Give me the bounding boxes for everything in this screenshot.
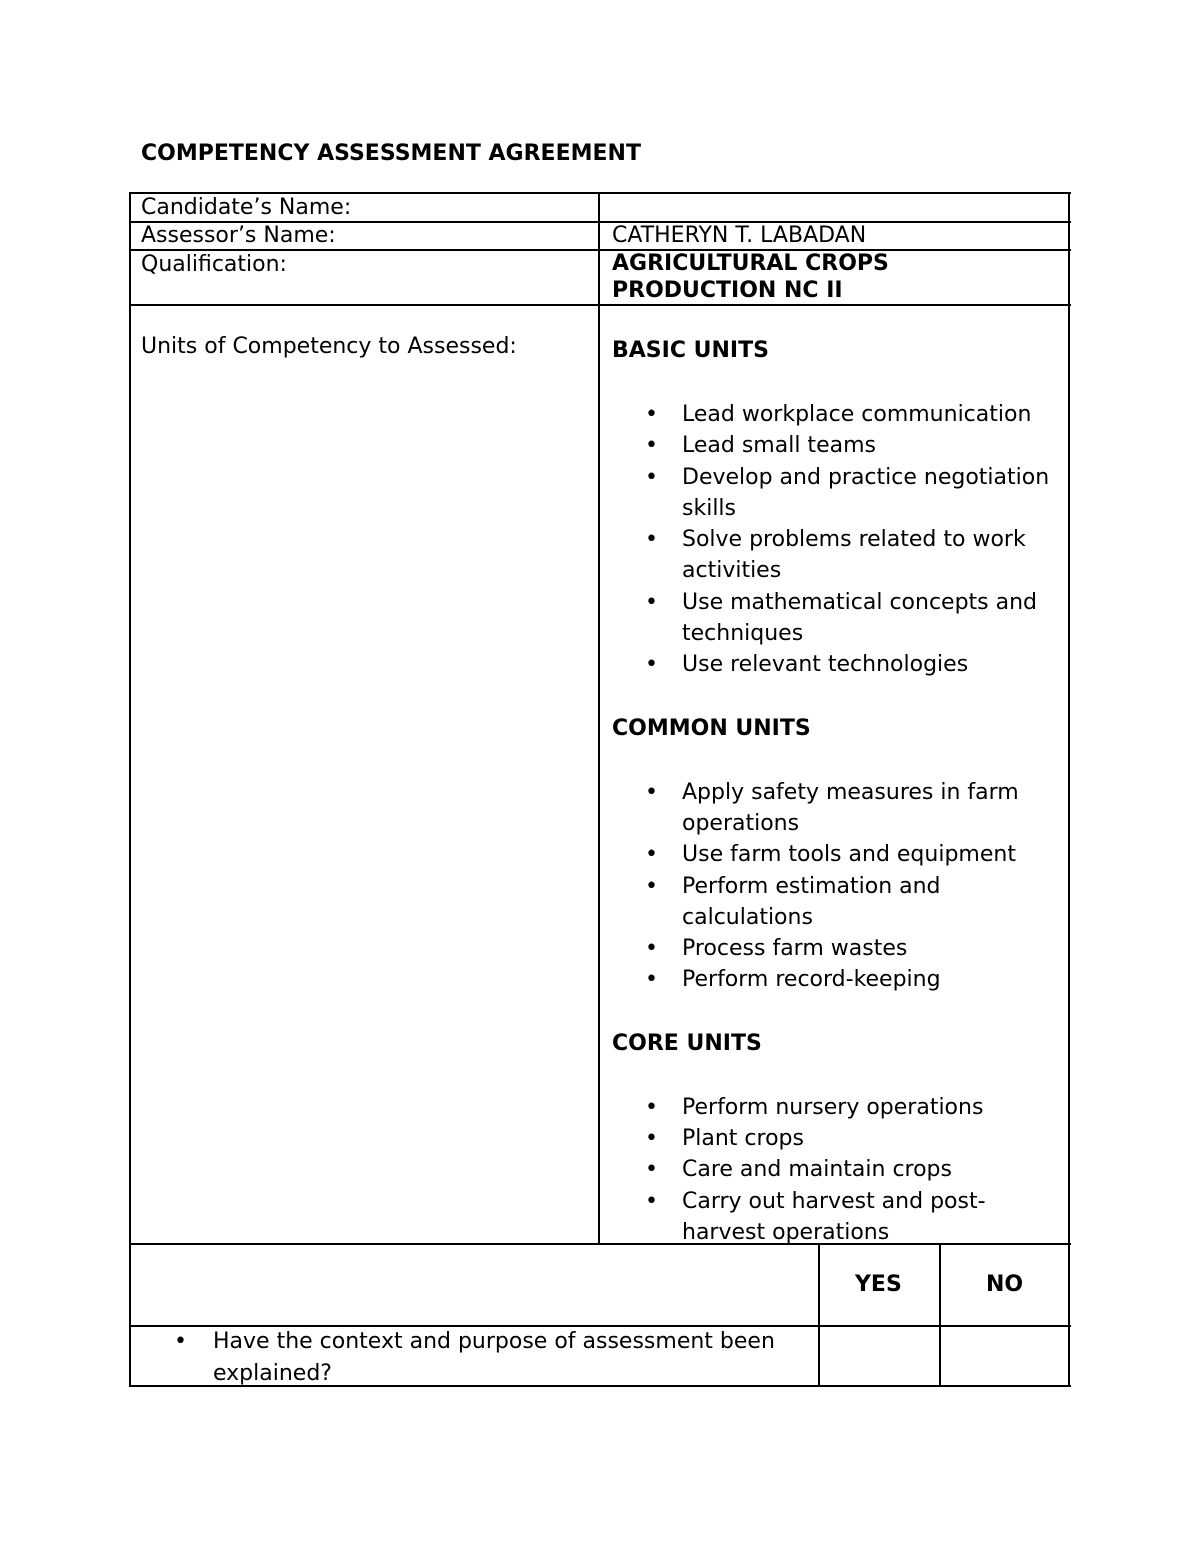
yes-column-header: YES: [855, 1272, 902, 1297]
unit-list-item-text: Use farm tools and equipment: [682, 842, 1016, 868]
checklist-question: [141, 1326, 801, 1389]
unit-list-item: [612, 1154, 1067, 1185]
assessor-name-label: Assessor’s Name:: [141, 223, 336, 248]
unit-list-item-text: Perform nursery operations: [682, 1094, 984, 1120]
bullet-icon: •: [645, 936, 658, 962]
document-title: COMPETENCY ASSESSMENT AGREEMENT: [141, 141, 641, 166]
bullet-icon: •: [174, 1329, 187, 1354]
bullet-icon: •: [645, 1094, 658, 1120]
unit-list-item-text: Process farm wastes: [682, 936, 908, 962]
unit-list-item-text: Perform record-keeping: [682, 967, 941, 993]
unit-list-item: [612, 430, 1067, 461]
unit-list-item: [612, 462, 1067, 525]
bullet-icon: •: [645, 779, 658, 805]
qualification-value: [612, 250, 889, 304]
core-units-heading: CORE UNITS: [612, 1030, 762, 1056]
unit-list-item-text: Develop and practice negotiation skills: [682, 464, 1050, 521]
unit-list-item: [612, 524, 1067, 587]
common-units-list: [612, 777, 1067, 996]
unit-list-item: [612, 1186, 1067, 1249]
qualification-label: Qualification:: [141, 252, 287, 277]
candidate-name-label: Candidate’s Name:: [141, 195, 352, 220]
bullet-icon: •: [645, 589, 658, 615]
unit-list-item: [612, 871, 1067, 934]
units-of-competency: [612, 336, 1067, 1248]
unit-list-item: [612, 1123, 1067, 1154]
common-units-heading: COMMON UNITS: [612, 715, 811, 741]
bullet-icon: •: [645, 967, 658, 993]
unit-list-item-text: Lead small teams: [682, 433, 876, 459]
table-border-right: [1068, 192, 1070, 1387]
basic-units-heading: BASIC UNITS: [612, 338, 769, 363]
bullet-icon: •: [645, 464, 658, 490]
units-label: Units of Competency to Assessed:: [141, 334, 517, 359]
qualification-value-line: PRODUCTION NC II: [612, 278, 843, 303]
unit-list-item-text: Use mathematical concepts and techniques: [682, 589, 1038, 647]
column-divider-no: [939, 1243, 941, 1387]
column-divider: [598, 192, 600, 1244]
no-column-header: NO: [986, 1272, 1024, 1297]
unit-list-item-text: Solve problems related to work activities: [682, 527, 1026, 584]
qualification-value-line: AGRICULTURAL CROPS: [612, 251, 889, 276]
bullet-icon: •: [645, 1157, 658, 1183]
checklist-question-text: Have the context and purpose of assessment been explained?: [213, 1329, 775, 1386]
unit-list-item-text: Plant crops: [682, 1126, 804, 1152]
core-units-list: [612, 1092, 1067, 1248]
column-divider-yes: [818, 1243, 820, 1387]
unit-list-item: [612, 933, 1067, 964]
bullet-icon: •: [645, 527, 658, 553]
unit-list-item-text: Use relevant technologies: [682, 652, 969, 678]
bullet-icon: •: [645, 1188, 658, 1214]
table-border-left: [129, 192, 131, 1387]
bullet-icon: •: [645, 1126, 658, 1152]
unit-list-item-text: Apply safety measures in farm operations: [682, 779, 1019, 836]
unit-list-item: [612, 1092, 1067, 1123]
row-divider: [129, 304, 1071, 306]
unit-list-item: [612, 839, 1067, 870]
bullet-icon: •: [645, 842, 658, 868]
unit-list-item: [612, 964, 1067, 995]
bullet-icon: •: [645, 433, 658, 459]
basic-units-list: [612, 399, 1067, 681]
unit-list-item: [612, 649, 1067, 680]
bullet-icon: •: [645, 402, 658, 427]
assessor-name-value: CATHERYN T. LABADAN: [612, 223, 867, 248]
unit-list-item: [612, 587, 1067, 650]
unit-list-item-text: Perform estimation and calculations: [682, 873, 941, 930]
bullet-icon: •: [645, 652, 658, 678]
unit-list-item-text: Lead workplace communication: [682, 402, 1032, 427]
unit-list-item: [612, 399, 1067, 430]
unit-list-item-text: Care and maintain crops: [682, 1157, 952, 1183]
unit-list-item: [612, 777, 1067, 840]
unit-list-item-text: Carry out harvest and post-harvest operations: [682, 1188, 986, 1245]
bullet-icon: •: [645, 873, 658, 899]
